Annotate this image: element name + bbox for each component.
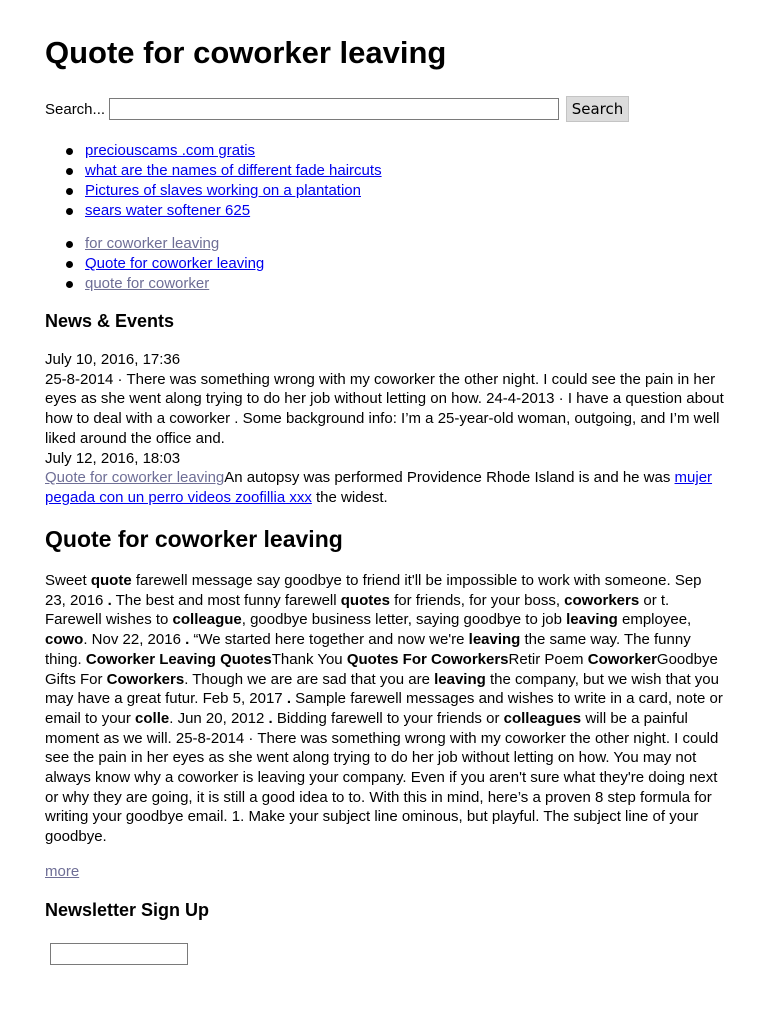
topic-link[interactable]: quote for coworker — [85, 275, 210, 292]
body-text: , goodbye business letter, saying goodbye to job — [241, 611, 567, 629]
bullet-icon — [66, 241, 73, 248]
search-button[interactable]: Search — [566, 96, 629, 122]
related-link[interactable]: preciouscams .com gratis — [85, 142, 256, 159]
body-text: “We started here together and now we're — [189, 631, 469, 649]
body-text: will be a painful moment as we will. 25-8-2014 · There was something wrong with my coworker the other night. I could see the pain in her eyes as she went along trying to do her job without letting on how. You may not always know why a coworker is leaving your company. Even if you aren't sure what they're doing next or why they are going, it is still a good idea to to. With this in mind, here’s a proven 8 step formula for writing your goodbye email. 1. Make your subject line ominous, but playful. The subject line of your goodbye. — [45, 709, 719, 846]
list-item — [45, 274, 264, 294]
keyword: . — [185, 631, 190, 649]
search-form — [45, 96, 735, 124]
body-text: the company, but we wish that you may have a great futur. Feb 5, 2017 — [45, 670, 719, 708]
keyword: colleague — [172, 611, 242, 629]
body-text: for friends, for your boss, — [389, 591, 565, 609]
keyword: Coworker Leaving Quotes — [85, 650, 272, 668]
keyword: Quotes For Coworkers — [346, 650, 509, 668]
bullet-icon — [66, 148, 73, 155]
keyword: Coworker — [587, 650, 657, 668]
keyword: leaving — [566, 611, 618, 629]
topic-link[interactable]: for coworker leaving — [85, 235, 220, 252]
article-heading: Quote for coworker leaving — [45, 526, 343, 552]
body-text: . Though we are are sad that you are — [184, 670, 435, 688]
related-link[interactable]: what are the names of different fade haircuts — [85, 162, 382, 179]
keyword: quote — [90, 572, 132, 589]
keyword: quotes — [340, 591, 390, 609]
body-text: Thank You — [271, 650, 347, 668]
body-text: . Jun 20, 2012 — [169, 709, 269, 727]
related-link[interactable]: Pictures of slaves working on a plantation — [85, 182, 361, 199]
keyword: colleagues — [503, 709, 582, 727]
more-link[interactable]: more — [45, 863, 80, 880]
news-section — [45, 350, 735, 508]
news-date: July 10, 2016, 17:36 — [45, 351, 181, 368]
keyword: coworkers — [564, 591, 640, 609]
keyword: . — [286, 690, 291, 708]
topic-links-list — [45, 234, 264, 294]
article-body — [45, 571, 725, 847]
body-text: employee, — [617, 611, 692, 629]
news-text-fragment: An autopsy was performed Providence Rhode Island is and he was — [224, 469, 675, 487]
related-links-list — [45, 141, 382, 221]
news-text — [45, 468, 735, 507]
related-link[interactable]: sears water softener 625 — [85, 202, 251, 219]
bullet-icon — [66, 281, 73, 288]
body-text: . Nov 22, 2016 — [83, 631, 186, 649]
news-link[interactable]: mujer pegada con un perro videos zoofillia xxx — [45, 469, 713, 506]
page-title: Quote for coworker leaving — [45, 35, 447, 70]
list-item — [45, 181, 382, 201]
keyword: Coworkers — [106, 670, 185, 688]
body-text: The best and most funny farewell — [111, 591, 341, 609]
newsletter-email-input[interactable] — [50, 943, 188, 965]
keyword: leaving — [434, 670, 486, 688]
body-text: farewell message say goodbye to friend it'll be impossible to work with someone. Sep 23, 2016 — [45, 572, 702, 609]
search-label: Search... — [45, 101, 106, 118]
body-text: the same way. The funny thing. — [45, 631, 691, 668]
keyword: . — [268, 709, 273, 727]
body-text: Sample farewell messages and wishes to write in a card, note or email to your — [45, 690, 723, 727]
news-date: July 12, 2016, 18:03 — [45, 449, 181, 467]
list-item — [45, 254, 264, 274]
news-text-fragment: the widest. — [311, 488, 388, 506]
newsletter-heading: Newsletter Sign Up — [45, 900, 210, 920]
news-text: 25-8-2014 · There was something wrong with my coworker the other night. I could see the pain in her eyes as she went along trying to do her job without letting on how. 24-4-2013 · I have a question about how to deal with a coworker . Some background info: I’m a 25-year-old woman, outgoing, and I’m well liked around the office and. — [45, 370, 724, 447]
keyword: leaving — [468, 631, 521, 649]
keyword: . — [107, 591, 112, 609]
keyword: colle — [135, 709, 170, 727]
list-item — [45, 161, 382, 181]
list-item — [45, 141, 382, 161]
list-item — [45, 234, 264, 254]
body-text: Bidding farewell to your friends or — [272, 709, 504, 727]
body-text: Retir Poem — [508, 650, 588, 668]
body-text: Goodbye Gifts For — [45, 650, 718, 688]
keyword: cowo — [45, 631, 84, 649]
bullet-icon — [66, 261, 73, 268]
news-heading: News & Events — [45, 311, 175, 331]
body-text: or t. Farewell wishes to — [45, 591, 670, 629]
search-input[interactable] — [109, 98, 559, 120]
topic-link[interactable]: Quote for coworker leaving — [85, 255, 265, 272]
bullet-icon — [66, 188, 73, 195]
bullet-icon — [66, 168, 73, 175]
list-item — [45, 201, 382, 221]
news-link[interactable]: Quote for coworker leaving — [45, 469, 225, 487]
bullet-icon — [66, 208, 73, 215]
body-text: Sweet — [45, 572, 91, 589]
